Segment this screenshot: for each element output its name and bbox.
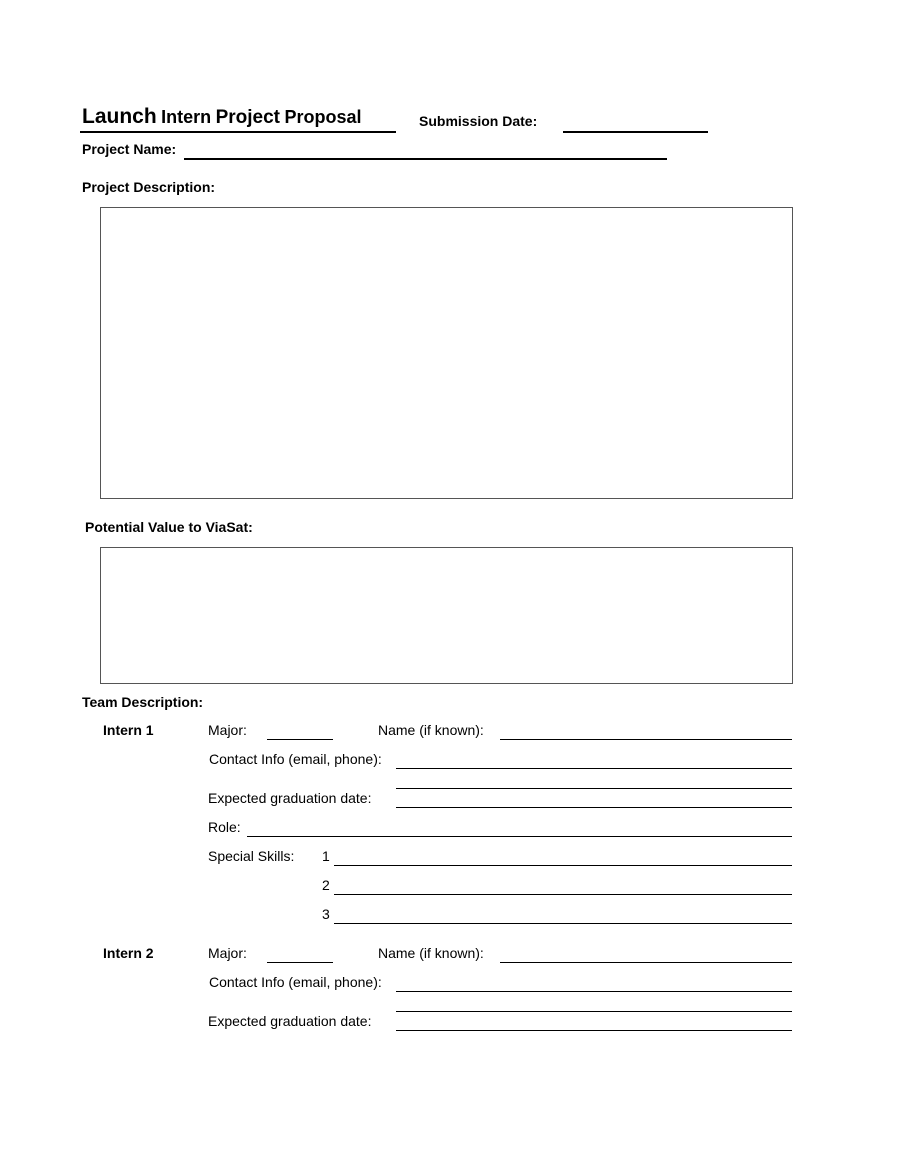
potential-value-box[interactable]	[100, 547, 793, 684]
intern-2-contact-label: Contact Info (email, phone):	[209, 974, 382, 990]
intern-1-special-skills-label: Special Skills:	[208, 848, 295, 864]
intern-1-skill-3-field[interactable]	[334, 923, 792, 924]
intern-1-skill-number-2: 2	[322, 877, 330, 893]
intern-2-graduation-label: Expected graduation date:	[208, 1013, 372, 1029]
submission-date-field[interactable]	[563, 131, 708, 133]
intern-2-heading: Intern 2	[103, 945, 154, 961]
intern-2-graduation-field[interactable]	[396, 1030, 792, 1031]
team-description-label: Team Description:	[82, 694, 204, 710]
intern-1-skill-2-field[interactable]	[334, 894, 792, 895]
intern-2-contact-field[interactable]	[396, 991, 792, 992]
project-description-label: Project Description:	[82, 179, 216, 195]
title-underline	[80, 131, 396, 133]
intern-1-contact-label: Contact Info (email, phone):	[209, 751, 382, 767]
intern-1-role-label: Role:	[208, 819, 241, 835]
title-word-project: Project	[215, 107, 281, 128]
project-name-label: Project Name:	[82, 141, 177, 157]
intern-1-contact-field-2[interactable]	[396, 788, 792, 789]
title-word-proposal: Proposal	[284, 107, 362, 127]
intern-1-skill-number-1: 1	[322, 848, 330, 864]
intern-1-name-label: Name (if known):	[378, 722, 484, 738]
intern-1-skill-1-field[interactable]	[334, 865, 792, 866]
intern-1-name-field[interactable]	[500, 739, 792, 740]
intern-1-major-field[interactable]	[267, 739, 333, 740]
intern-1-contact-field[interactable]	[396, 768, 792, 769]
potential-value-label: Potential Value to ViaSat:	[85, 519, 253, 535]
intern-2-name-label: Name (if known):	[378, 945, 484, 961]
intern-2-major-label: Major:	[208, 945, 247, 961]
intern-1-major-label: Major:	[208, 722, 247, 738]
title-word-launch: Launch	[82, 105, 157, 128]
intern-2-name-field[interactable]	[500, 962, 792, 963]
intern-1-graduation-label: Expected graduation date:	[208, 790, 372, 806]
submission-date-label: Submission Date:	[419, 113, 538, 129]
intern-1-skill-number-3: 3	[322, 906, 330, 922]
project-name-field[interactable]	[184, 158, 667, 160]
intern-2-major-field[interactable]	[267, 962, 333, 963]
project-description-box[interactable]	[100, 207, 793, 499]
intern-1-graduation-field[interactable]	[396, 807, 792, 808]
intern-1-heading: Intern 1	[103, 722, 154, 738]
intern-2-contact-field-2[interactable]	[396, 1011, 792, 1012]
title-word-intern: Intern	[161, 107, 212, 127]
form-title	[82, 105, 362, 129]
intern-1-role-field[interactable]	[247, 836, 792, 837]
